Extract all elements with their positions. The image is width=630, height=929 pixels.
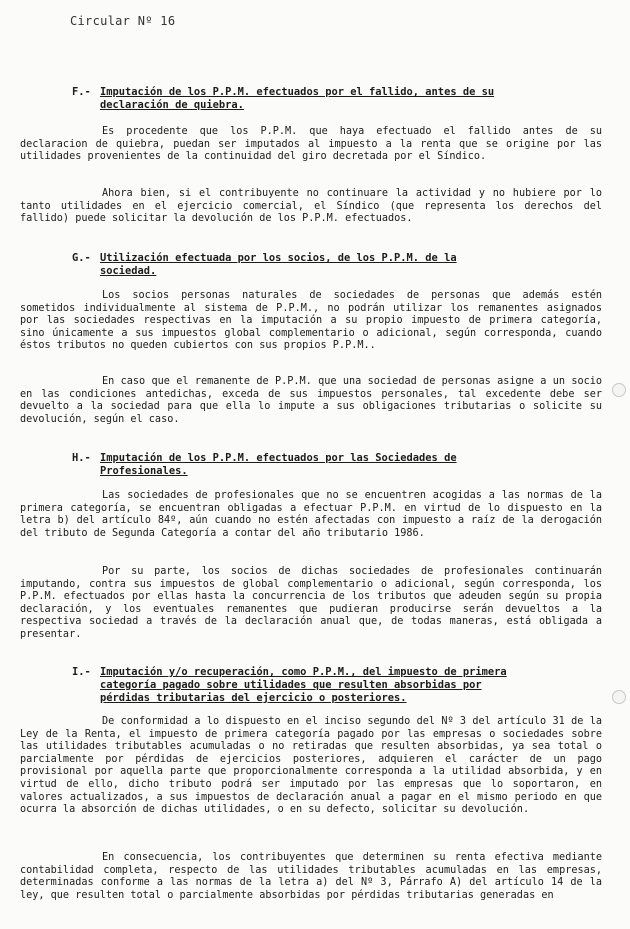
section-f-title-line1: Imputación de los P.P.M. efectuados por el fallido, antes de su bbox=[100, 86, 495, 98]
section-h-letter: H.- bbox=[72, 452, 91, 464]
section-f-title-line2: declaración de quiebra. bbox=[100, 99, 244, 111]
section-h-title-line2: Profesionales. bbox=[100, 465, 188, 477]
binder-hole-decoration bbox=[612, 383, 626, 397]
section-i-title-line2: categoría pagado sobre utilidades que resulten absorbidas por bbox=[100, 679, 482, 691]
section-f-heading bbox=[72, 86, 602, 112]
section-h-paragraph-2: Por su parte, los socios de dichas sociedades de profesionales continuarán imputando, contra sus impuestos de global complementario o adicional, según corresponda, los P.P.M. efectuados por ellas hasta la concurrencia de los tributos que adeuden según su propia declaración, y los eventuales remanentes que pudieran producirse serán devueltos a la respectiva sociedad a través de la declaración anual que, de todas maneras, está obligada a presentar. bbox=[20, 566, 602, 640]
binder-hole-decoration bbox=[612, 690, 626, 704]
section-i-title-line1: Imputación y/o recuperación, como P.P.M., del impuesto de primera bbox=[100, 666, 507, 678]
section-f-letter: F.- bbox=[72, 86, 91, 98]
section-h-title-line1: Imputación de los P.P.M. efectuados por las Sociedades de bbox=[100, 452, 457, 464]
section-h-paragraph-1: Las sociedades de profesionales que no se encuentren acogidas a las normas de la primera categoría, se encuentran obligadas a efectuar P.P.M. en virtud de lo dispuesto en la letra b) del artículo 84º, aún cuando no estén afectadas con impuesto a raíz de la derogación del tributo de Segunda Categoría a contar del año tributario 1986. bbox=[20, 490, 602, 539]
section-g-title-line1: Utilización efectuada por los socios, de los P.P.M. de la bbox=[100, 252, 457, 264]
section-g-heading bbox=[72, 252, 602, 278]
section-i-title-line3: pérdidas tributarias del ejercicio o posteriores. bbox=[100, 692, 407, 704]
section-i-paragraph-2: En consecuencia, los contribuyentes que determinen su renta efectiva mediante contabilidad completa, respecto de las utilidades tributables acumuladas en las empresas, determinadas conforme a las normas de la letra a) del Nº 3, Párrafo A) del artículo 14 de la ley, que resulten total o parcialmente absorbidas por pérdidas tributarias generadas en bbox=[20, 852, 602, 901]
section-h-heading bbox=[72, 452, 602, 478]
section-i-heading bbox=[72, 666, 602, 705]
section-g-title-line2: sociedad. bbox=[100, 265, 157, 277]
section-i-letter: I.- bbox=[72, 666, 91, 678]
section-i-paragraph-1: De conformidad a lo dispuesto en el inciso segundo del Nº 3 del artículo 31 de la Ley de la Renta, el impuesto de primera categoría pagado por las empresas o sociedades sobre las utilidades tributables acumuladas o no retiradas que resulten absorbidas, ya sea total o parcialmente por pérdidas de ejercicios posteriores, adquieren el carácter de un pago provisional por aquella parte que proporcionalmente corresponda a la utilidad absorbida, y en virtud de ello, dicho tributo podrá ser imputado por las empresas que lo soportaron, en valores actualizados, a sus impuestos de declaración anual a pagar en el mismo periodo en que ocurra la absorción de dichas utilidades, o en su defecto, solicitar su devolución. bbox=[20, 716, 602, 816]
section-g-letter: G.- bbox=[72, 252, 91, 264]
section-g-paragraph-1: Los socios personas naturales de sociedades de personas que además estén sometidos individualmente al sistema de P.P.M., no podrán utilizar los remanentes asignados por las sociedades respectivas en la imputación a su propio impuesto de primera categoría, sino únicamente a sus impuestos global complementario o adicional, según corresponda, cuando éstos tributos no queden cubiertos con sus propios P.P.M.. bbox=[20, 290, 602, 352]
section-g-paragraph-2: En caso que el remanente de P.P.M. que una sociedad de personas asigne a un socio en las condiciones antedichas, exceda de sus impuestos personales, tal excedente debe ser devuelto a la sociedad para que ella lo impute a sus obligaciones tributarias o solicite su devolución, según el caso. bbox=[20, 376, 602, 425]
circular-header: Circular Nº 16 bbox=[70, 14, 176, 28]
section-f-paragraph-1: Es procedente que los P.P.M. que haya efectuado el fallido antes de su declaracion de quiebra, puedan ser imputados al impuesto a la renta que se origine por las utilidades provenientes de la continuidad del giro decretada por el Síndico. bbox=[20, 126, 602, 163]
section-f-paragraph-2: Ahora bien, si el contribuyente no continuare la actividad y no hubiere por lo tanto utilidades en el ejercicio comercial, el Síndico (que representa los derechos del fallido) puede solicitar la devolución de los P.P.M. efectuados. bbox=[20, 188, 602, 225]
